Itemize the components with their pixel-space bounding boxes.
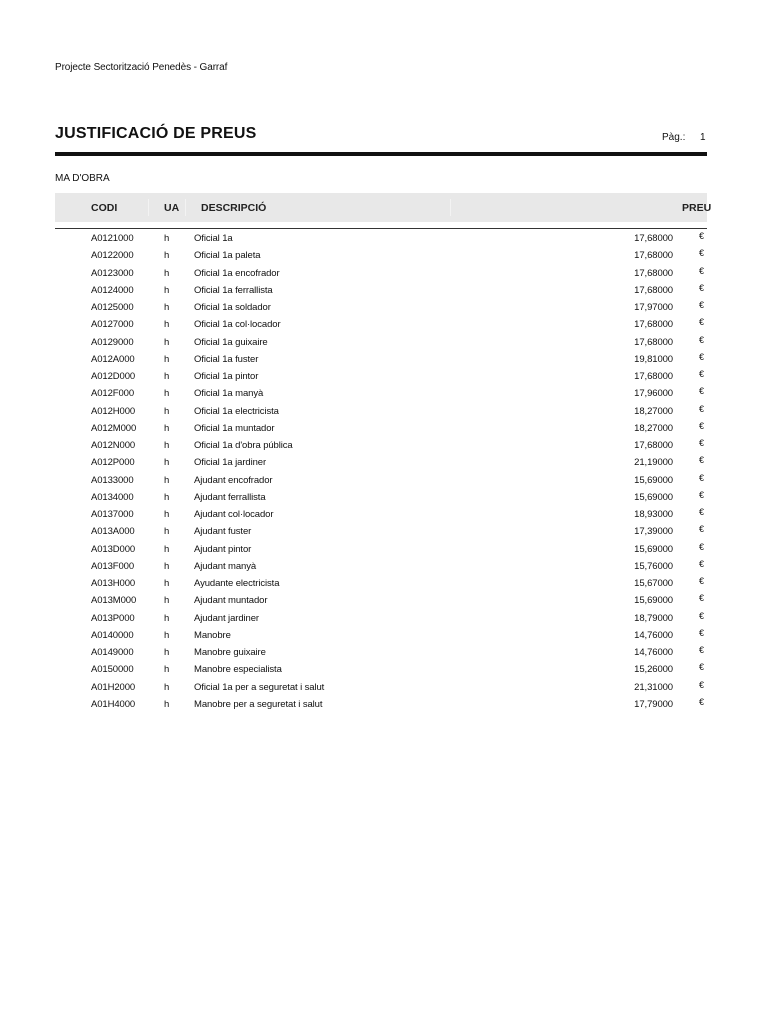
row-unit: h: [164, 440, 170, 451]
row-unit: h: [164, 388, 170, 400]
row-code: A0125000: [91, 302, 134, 313]
table-row: [0, 472, 768, 489]
table-row: [0, 679, 768, 696]
row-unit: h: [164, 664, 170, 676]
row-code: A0121000: [91, 233, 134, 244]
row-code: A013M000: [91, 595, 137, 607]
row-unit: h: [164, 629, 170, 641]
table-row: [0, 592, 768, 609]
row-description: Ajudant muntador: [194, 595, 268, 607]
row-description: Oficial 1a d'obra pública: [194, 440, 293, 451]
row-currency: €: [699, 282, 704, 293]
row-description: Ayudante electricista: [194, 578, 280, 589]
row-price: 17,96000: [634, 388, 673, 400]
row-description: Oficial 1a guixaire: [194, 336, 268, 348]
row-price: 17,79000: [634, 698, 673, 710]
table-header: [55, 193, 712, 222]
row-price: 15,69000: [634, 543, 673, 555]
row-price: 15,69000: [634, 491, 673, 503]
table-row: [0, 558, 768, 575]
row-unit: h: [164, 647, 170, 658]
table-row: [0, 523, 768, 540]
table-row: [0, 696, 768, 713]
row-description: Oficial 1a soldador: [194, 302, 271, 313]
row-price: 15,69000: [634, 474, 673, 486]
table-row: [0, 334, 768, 351]
row-price: 17,68000: [634, 319, 673, 331]
row-unit: h: [164, 422, 170, 434]
row-currency: €: [699, 576, 704, 586]
row-unit: h: [164, 371, 170, 382]
row-currency: €: [699, 679, 704, 690]
row-price: 17,68000: [634, 267, 673, 279]
row-unit: h: [164, 595, 170, 607]
row-description: Oficial 1a ferrallista: [194, 284, 273, 296]
row-currency: €: [699, 403, 704, 414]
page-number: 1: [700, 132, 706, 143]
table-row: [0, 316, 768, 333]
section-title: MA D'OBRA: [55, 173, 110, 184]
row-currency: €: [699, 386, 704, 397]
row-price: 17,97000: [634, 302, 673, 313]
row-unit: h: [164, 560, 170, 572]
row-price: 14,76000: [634, 629, 673, 641]
row-code: A013H000: [91, 578, 136, 589]
row-code: A012N000: [91, 440, 136, 451]
row-price: 17,68000: [634, 440, 673, 451]
row-unit: h: [164, 284, 170, 296]
row-currency: €: [699, 248, 704, 259]
column-header-code: CODI: [91, 202, 118, 214]
row-currency: €: [699, 541, 704, 552]
document-title: JUSTIFICACIÓ DE PREUS: [55, 125, 257, 142]
table-row: [0, 385, 768, 402]
row-unit: h: [164, 457, 170, 469]
row-unit: h: [164, 250, 170, 262]
row-unit: h: [164, 319, 170, 331]
row-currency: €: [699, 472, 704, 483]
row-code: A012P000: [91, 457, 135, 469]
row-currency: €: [699, 662, 704, 673]
row-price: 18,27000: [634, 422, 673, 434]
row-currency: €: [699, 593, 704, 604]
row-currency: €: [699, 558, 704, 569]
row-code: A01H4000: [91, 698, 136, 710]
row-unit: h: [164, 353, 170, 365]
row-description: Manobre especialista: [194, 664, 282, 676]
row-currency: €: [699, 610, 704, 621]
row-description: Ajudant col·locador: [194, 509, 274, 520]
row-description: Oficial 1a electricista: [194, 405, 279, 417]
row-description: Ajudant pintor: [194, 543, 252, 555]
row-price: 17,68000: [634, 250, 673, 262]
table-row: [0, 541, 768, 558]
row-code: A0122000: [91, 250, 134, 262]
table-row: [0, 247, 768, 264]
row-code: A0149000: [91, 647, 134, 658]
row-currency: €: [699, 438, 704, 448]
row-currency: €: [699, 524, 704, 535]
row-code: A013D000: [91, 543, 136, 555]
row-code: A012D000: [91, 371, 136, 382]
row-code: A0150000: [91, 664, 134, 676]
row-price: 15,26000: [634, 664, 673, 676]
row-code: A0124000: [91, 284, 134, 296]
row-price: 17,68000: [634, 336, 673, 348]
row-unit: h: [164, 267, 170, 279]
row-currency: €: [699, 317, 704, 328]
table-row: [0, 368, 768, 385]
row-currency: €: [699, 627, 704, 638]
row-description: Ajudant jardiner: [194, 612, 259, 624]
column-header-price: PREU: [682, 202, 712, 214]
table-row: [0, 351, 768, 368]
row-code: A0127000: [91, 319, 134, 331]
row-unit: h: [164, 233, 170, 244]
column-separator: [148, 199, 149, 216]
row-price: 21,31000: [634, 681, 673, 693]
row-description: Ajudant fuster: [194, 526, 252, 538]
header-divider: [55, 228, 707, 229]
table-row: [0, 575, 768, 592]
page-label: Pàg.:: [662, 132, 686, 143]
price-table-body: [0, 230, 768, 713]
row-description: Oficial 1a jardiner: [194, 457, 267, 469]
row-code: A0123000: [91, 267, 134, 279]
row-price: 15,76000: [634, 560, 673, 572]
row-description: Oficial 1a per a seguretat i salut: [194, 681, 325, 693]
table-row: [0, 489, 768, 506]
row-description: Manobre guixaire: [194, 647, 266, 658]
row-description: Manobre per a seguretat i salut: [194, 698, 323, 710]
row-price: 17,39000: [634, 526, 673, 538]
row-unit: h: [164, 612, 170, 624]
row-price: 19,81000: [634, 353, 673, 365]
row-description: Manobre: [194, 629, 231, 641]
table-row: [0, 661, 768, 678]
table-row: [0, 627, 768, 644]
title-divider: [55, 152, 707, 156]
row-code: A0134000: [91, 491, 134, 503]
row-currency: €: [699, 696, 704, 707]
row-code: A012F000: [91, 388, 135, 400]
row-currency: €: [699, 265, 704, 276]
row-code: A0140000: [91, 629, 134, 641]
row-unit: h: [164, 491, 170, 503]
row-description: Oficial 1a: [194, 233, 233, 244]
row-unit: h: [164, 405, 170, 417]
row-currency: €: [699, 489, 704, 500]
row-code: A013P000: [91, 612, 135, 624]
table-row: [0, 437, 768, 454]
row-currency: €: [699, 645, 704, 655]
row-unit: h: [164, 681, 170, 693]
row-price: 15,69000: [634, 595, 673, 607]
row-description: Oficial 1a fuster: [194, 353, 259, 365]
row-description: Oficial 1a encofrador: [194, 267, 280, 279]
row-price: 15,67000: [634, 578, 673, 589]
row-code: A012H000: [91, 405, 136, 417]
column-separator: [185, 199, 186, 216]
table-row: [0, 506, 768, 523]
table-row: [0, 265, 768, 282]
row-currency: €: [699, 231, 704, 241]
row-description: Oficial 1a paleta: [194, 250, 261, 262]
row-currency: €: [699, 420, 704, 431]
row-code: A013F000: [91, 560, 135, 572]
row-description: Ajudant ferrallista: [194, 491, 266, 503]
table-row: [0, 282, 768, 299]
row-code: A0129000: [91, 336, 134, 348]
row-price: 17,68000: [634, 371, 673, 382]
table-row: [0, 644, 768, 661]
row-unit: h: [164, 302, 170, 313]
row-unit: h: [164, 543, 170, 555]
row-currency: €: [699, 351, 704, 362]
row-description: Ajudant encofrador: [194, 474, 273, 486]
table-row: [0, 454, 768, 471]
row-unit: h: [164, 526, 170, 538]
row-description: Oficial 1a muntador: [194, 422, 275, 434]
row-currency: €: [699, 507, 704, 517]
row-unit: h: [164, 336, 170, 348]
row-description: Oficial 1a pintor: [194, 371, 259, 382]
table-row: [0, 403, 768, 420]
row-price: 17,68000: [634, 284, 673, 296]
row-unit: h: [164, 578, 170, 589]
row-currency: €: [699, 369, 704, 379]
row-price: 18,27000: [634, 405, 673, 417]
column-header-unit: UA: [164, 202, 180, 214]
row-code: A0133000: [91, 474, 134, 486]
table-row: [0, 610, 768, 627]
table-row: [0, 299, 768, 316]
column-header-description: DESCRIPCIÓ: [201, 202, 267, 214]
row-description: Ajudant manyà: [194, 560, 257, 572]
row-unit: h: [164, 698, 170, 710]
project-name: Projecte Sectorització Penedès - Garraf: [55, 62, 228, 73]
row-code: A01H2000: [91, 681, 136, 693]
row-currency: €: [699, 334, 704, 345]
row-description: Oficial 1a manyà: [194, 388, 264, 400]
row-price: 18,93000: [634, 509, 673, 520]
row-unit: h: [164, 474, 170, 486]
row-price: 18,79000: [634, 612, 673, 624]
row-price: 17,68000: [634, 233, 673, 244]
table-row: [0, 230, 768, 247]
row-price: 14,76000: [634, 647, 673, 658]
table-row: [0, 420, 768, 437]
column-separator: [450, 199, 451, 216]
row-code: A0137000: [91, 509, 134, 520]
row-currency: €: [699, 300, 704, 310]
row-code: A012M000: [91, 422, 137, 434]
row-code: A013A000: [91, 526, 135, 538]
row-description: Oficial 1a col·locador: [194, 319, 281, 331]
row-code: A012A000: [91, 353, 135, 365]
row-unit: h: [164, 509, 170, 520]
row-price: 21,19000: [634, 457, 673, 469]
row-currency: €: [699, 455, 704, 466]
